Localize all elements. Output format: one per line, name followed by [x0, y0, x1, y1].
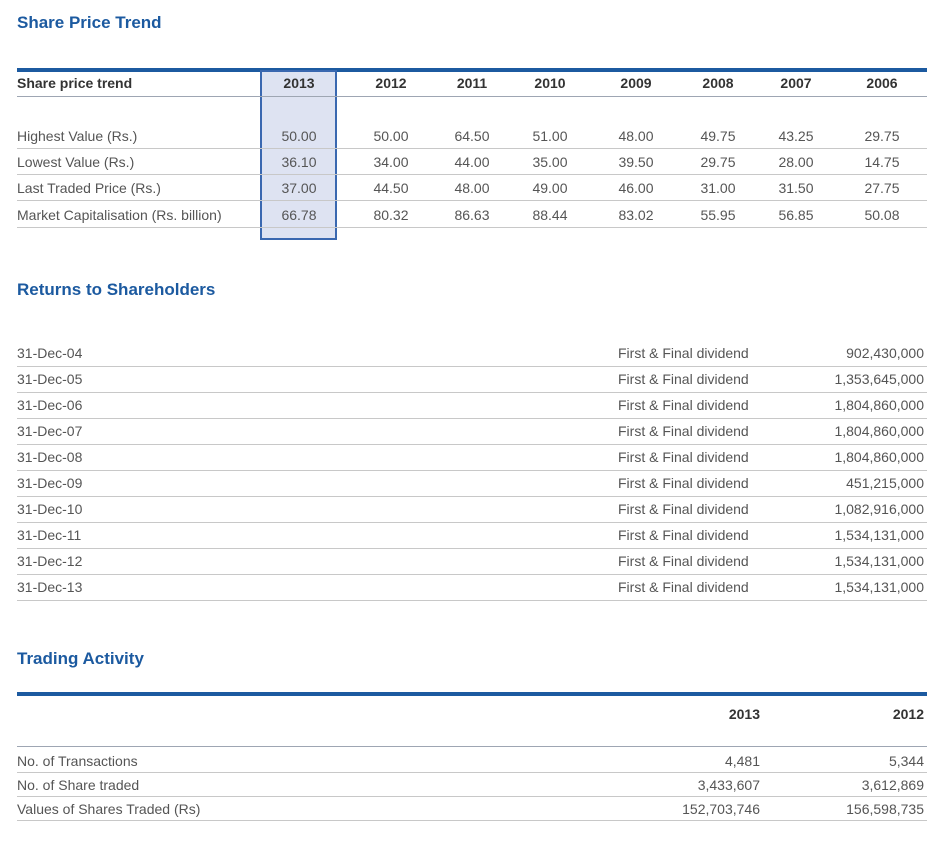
table-cell: 56.85 [778, 207, 814, 223]
table-cell: 46.00 [618, 180, 654, 196]
year-header: 2012 [375, 75, 407, 91]
row-label: Market Capitalisation (Rs. billion) [17, 207, 222, 223]
row-label: Values of Shares Traded (Rs) [17, 801, 201, 817]
year-header: 2006 [866, 75, 898, 91]
table-cell: 44.50 [373, 180, 409, 196]
table-row [17, 749, 927, 773]
dividend-amount: 1,534,131,000 [834, 527, 924, 543]
table-cell: 35.00 [532, 154, 568, 170]
table-cell: 34.00 [373, 154, 409, 170]
table-cell: 152,703,746 [682, 801, 760, 817]
year-header: 2012 [892, 706, 924, 722]
table-cell: 50.08 [864, 207, 900, 223]
table-cell: 55.95 [700, 207, 736, 223]
share-price-table [17, 68, 927, 243]
table-cell: 86.63 [454, 207, 490, 223]
table-cell: 48.00 [618, 128, 654, 144]
dividend-amount: 1,804,860,000 [834, 397, 924, 413]
dividend-amount: 451,215,000 [846, 475, 924, 491]
dividend-description: First & Final dividend [618, 423, 749, 439]
table-cell: 36.10 [281, 154, 317, 170]
dividend-date: 31-Dec-06 [17, 397, 83, 413]
dividend-description: First & Final dividend [618, 475, 749, 491]
dividend-description: First & Final dividend [618, 553, 749, 569]
table-row [17, 393, 927, 419]
table-cell: 83.02 [618, 207, 654, 223]
table-cell: 50.00 [281, 128, 317, 144]
dividend-description: First & Final dividend [618, 371, 749, 387]
table-cell: 3,433,607 [697, 777, 760, 793]
row-label: No. of Share traded [17, 777, 140, 793]
table-row [17, 797, 927, 821]
table-cell: 44.00 [454, 154, 490, 170]
table-row [17, 175, 927, 201]
row-label: Lowest Value (Rs.) [17, 154, 135, 170]
table-cell: 66.78 [281, 207, 317, 223]
table-cell: 31.00 [700, 180, 736, 196]
year-header: 2008 [702, 75, 734, 91]
header-label: Share price trend [17, 75, 133, 91]
table-row [17, 367, 927, 393]
table-cell: 88.44 [532, 207, 568, 223]
year-header: 2011 [456, 75, 488, 91]
table-cell: 3,612,869 [861, 777, 924, 793]
year-header: 2010 [534, 75, 566, 91]
dividend-amount: 1,534,131,000 [834, 579, 924, 595]
year-header: 2007 [780, 75, 812, 91]
table-row [17, 341, 927, 367]
table-cell: 43.25 [778, 128, 814, 144]
dividend-date: 31-Dec-13 [17, 579, 83, 595]
dividend-date: 31-Dec-11 [17, 527, 82, 543]
table-row [17, 202, 927, 228]
header-divider [17, 96, 927, 97]
dividend-amount: 1,804,860,000 [834, 449, 924, 465]
table-cell: 64.50 [454, 128, 490, 144]
table-cell: 27.75 [864, 180, 900, 196]
dividend-date: 31-Dec-10 [17, 501, 83, 517]
share-price-title: Share Price Trend [17, 13, 162, 32]
returns-table [17, 341, 927, 601]
dividend-date: 31-Dec-12 [17, 553, 83, 569]
header-divider [17, 746, 927, 747]
table-cell: 49.75 [700, 128, 736, 144]
table-cell: 51.00 [532, 128, 568, 144]
table-cell: 156,598,735 [846, 801, 924, 817]
dividend-date: 31-Dec-07 [17, 423, 83, 439]
table-cell: 14.75 [864, 154, 900, 170]
dividend-amount: 1,353,645,000 [834, 371, 924, 387]
dividend-date: 31-Dec-08 [17, 449, 83, 465]
table-cell: 80.32 [373, 207, 409, 223]
table-cell: 49.00 [532, 180, 568, 196]
year-header: 2009 [620, 75, 652, 91]
dividend-date: 31-Dec-09 [17, 475, 83, 491]
table-cell: 28.00 [778, 154, 814, 170]
table-row [17, 149, 927, 175]
dividend-description: First & Final dividend [618, 501, 749, 517]
table-cell: 5,344 [888, 753, 924, 769]
table-header-row [17, 700, 927, 728]
dividend-description: First & Final dividend [618, 579, 749, 595]
table-row [17, 523, 927, 549]
table-row [17, 549, 927, 575]
table-cell: 29.75 [700, 154, 736, 170]
year-header: 2013 [283, 75, 315, 91]
dividend-amount: 1,082,916,000 [834, 501, 924, 517]
dividend-description: First & Final dividend [618, 397, 749, 413]
table-cell: 39.50 [618, 154, 654, 170]
dividend-description: First & Final dividend [618, 449, 749, 465]
table-row [17, 773, 927, 797]
table-row [17, 575, 927, 601]
dividend-description: First & Final dividend [618, 345, 749, 361]
table-row [17, 123, 927, 149]
row-label: Last Traded Price (Rs.) [17, 180, 161, 196]
returns-title: Returns to Shareholders [17, 280, 216, 299]
year-header: 2013 [728, 706, 760, 722]
table-cell: 4,481 [724, 753, 760, 769]
row-label: Highest Value (Rs.) [17, 128, 138, 144]
table-row [17, 419, 927, 445]
row-label: No. of Transactions [17, 753, 138, 769]
table-header-row [17, 70, 927, 96]
table-cell: 37.00 [281, 180, 317, 196]
dividend-amount: 1,534,131,000 [834, 553, 924, 569]
dividend-amount: 902,430,000 [846, 345, 924, 361]
table-top-rule [17, 692, 927, 696]
dividend-date: 31-Dec-04 [17, 345, 83, 361]
dividend-description: First & Final dividend [618, 527, 749, 543]
table-row [17, 471, 927, 497]
table-cell: 29.75 [864, 128, 900, 144]
trading-title: Trading Activity [17, 649, 144, 668]
table-row [17, 497, 927, 523]
dividend-date: 31-Dec-05 [17, 371, 83, 387]
dividend-amount: 1,804,860,000 [834, 423, 924, 439]
table-cell: 48.00 [454, 180, 490, 196]
table-row [17, 445, 927, 471]
table-cell: 31.50 [778, 180, 814, 196]
table-cell: 50.00 [373, 128, 409, 144]
